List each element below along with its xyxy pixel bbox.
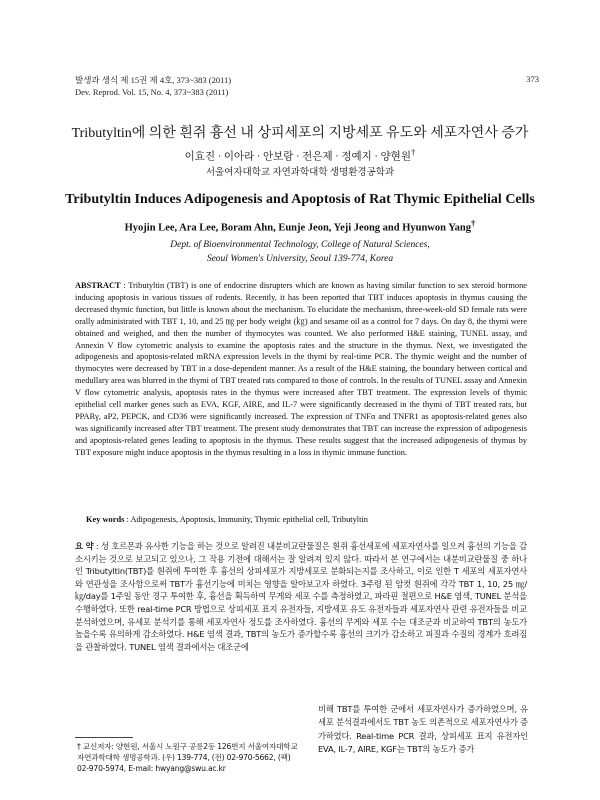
footnote-divider <box>75 737 133 738</box>
keywords-label: Key words <box>86 515 125 524</box>
keywords <box>86 514 526 526</box>
affiliation-english-line-2: Seoul Women's University, Seoul 139-774, Korea <box>206 254 394 264</box>
corresponding-mark: † <box>470 218 476 228</box>
running-header <box>75 74 231 98</box>
authors-korean-names: 이효진 · 이아라 · 안보람 · 전은제 · 정예지 · 양현원 <box>184 151 411 163</box>
abstract-label: ABSTRACT <box>75 281 121 290</box>
affiliation-english-line-1: Dept. of Bioenvironmental Technology, College of Natural Sciences, <box>170 240 430 250</box>
authors-korean <box>40 147 560 164</box>
authors-english <box>40 218 560 234</box>
keywords-text: : Adipogenesis, Apoptosis, Immunity, Thymic epithelial cell, Tributyltin <box>124 515 368 524</box>
title-korean: Tributyltin에 의한 흰쥐 흉선 내 상피세포의 지방세포 유도와 세포자연사 증가 <box>71 126 529 141</box>
abstract <box>75 280 527 459</box>
affiliation-korean: 서울여자대학교 자연과학대학 생명환경공학과 <box>205 168 395 178</box>
corresponding-author-footnote: † 교신저자: 양현원, 서울시 노원구 공릉2동 126번지 서울여자대학교 자연과학대학 생명공학과. (우) 139-774, (전) 02-970-5662, (팩) 02-970-5974, E-mail: hwyang@swu.ac.kr <box>77 742 298 773</box>
korean-summary <box>75 540 527 653</box>
title-english: Tributyltin Induces Adipogenesis and Apoptosis of Rat Thymic Epithelial Cells <box>65 192 535 207</box>
korean-summary-label: 요 약 <box>75 541 94 551</box>
corresponding-mark: † <box>410 147 416 157</box>
authors-english-names: Hyojin Lee, Ara Lee, Boram Ahn, Eunje Jeon, Yeji Jeong and Hyunwon Yang <box>124 222 471 234</box>
page-number: 373 <box>526 74 539 84</box>
korean-summary-text: : 성 호르몬과 유사한 기능을 하는 것으로 알려진 내분비교란물질은 흰쥐 흉선세포에 세포자연사를 일으켜 흉선의 기능을 감소시키는 것으로 보고되고 있으나, 그 작용 기전에 대해서는 잘 알려져 있지 않다. 따라서 본 연구에서는 내분비교란물질 중 하나인 Tributyltin(TBT)를 흰쥐에 투여한 후 흉선의 상피세포가 지방세포로 분화되는지를 조사하고, 이로 인한 T 세포의 세포자연사와 연관성을 조사함으로써 TBT가 흉선기능에 미치는 영향을 알아보고자 하였다. 3주령 된 암컷 흰쥐에 각각 TBT 1, 10, 25 ㎎/㎏/day를 1주일 동안 경구 투여한 후, 흉선을 획득하여 무게와 세포 수를 측정하였고, 파라핀 절편으로 H&E 염색, TUNEL 분석을 수행하였다. 또한 real-time PCR 방법으로 상피세포 표지 유전자들, 지방세포 유도 유전자들과 세포자연사 관련 유전자들을 비교 분석하였으며, 유세포 분석기를 통해 세포자연사 정도를 조사하였다. 흉선의 무게와 세포 수는 대조군과 비교하여 TBT의 농도가 높을수록 유의하게 감소하였다. H&E 염색 결과, TBT의 농도가 증가할수록 흉선의 크기가 감소하고 피질과 수질의 경계가 흐려짐을 관찰하였다. TUNEL 염색 결과에서는 대조군에 <box>75 541 527 652</box>
korean-summary-continued: 비해 TBT를 투여한 군에서 세포자연사가 증가하였으며, 유세포 분석결과에서도 TBT 농도 의존적으로 세포자연사가 증가하였다. Real-time PCR 결과, 상피세포 표지 유전자인 EVA, IL-7, AIRE, KGF는 TBT의 농도가 증가 <box>318 704 528 754</box>
affiliation-english <box>40 238 560 266</box>
running-header-english: Dev. Reprod. Vol. 15, No. 4, 373~383 (2011) <box>75 87 229 97</box>
running-header-korean: 발생과 생식 제 15권 제 4호, 373~383 (2011) <box>75 75 232 85</box>
abstract-text: : Tributyltin (TBT) is one of endocrine disrupters which are known as having similar function to sex steroid hormone inducing apoptosis in various tissues of rodents. Recently, it has been reported that TBT induces apoptosis in thymus causing the decreased thymic function, but little is known about the mechanism. To elucidate the mechanism, three-week-old SD female rats were orally administrated with TBT 1, 10, and 25 ㎎ per body weight (㎏) and sesame oil as a control for 7 days. On day 8, the thymi were obtained and weighed, and then the number of thymocytes was counted. We also performed H&E staining, TUNEL assay, and Annexin V flow cytometric analysis to examine the apoptosis rates and the structure in the thymus. Next, we investigated the adipogenesis and apoptosis-related mRNA expression levels in the thymi by real-time PCR. The thymic weight and the number of thymocytes were decreased by TBT in a dose-dependent manner. As a result of the H&E staining, the boundary between cortical and medullary area was blurred in the thymi of TBT treated rats compared to those of controls. In the results of TUNEL assay and Annexin V flow cytometric analysis, apoptosis rates in the thymus were increased after TBT treatment. The expression levels of thymic epithelial cell marker genes such as EVA, KGF, AIRE, and IL-7 were significantly decreased in the thymi of TBT treated rats, but PPARγ, aP2, PEPCK, and CD36 were significantly increased. The expression of TNFα and TNFR1 as apoptosis-related genes also was significantly increased after TBT treatment. The present study demonstrates that TBT can increase the expression of adipogenesis and apoptosis-related genes leading to apoptosis in the thymus. These results suggest that the increased adipogenesis of thymus by TBT exposure might induce apoptosis in the thymus resulting in a loss in thymic immune function. <box>75 281 527 457</box>
